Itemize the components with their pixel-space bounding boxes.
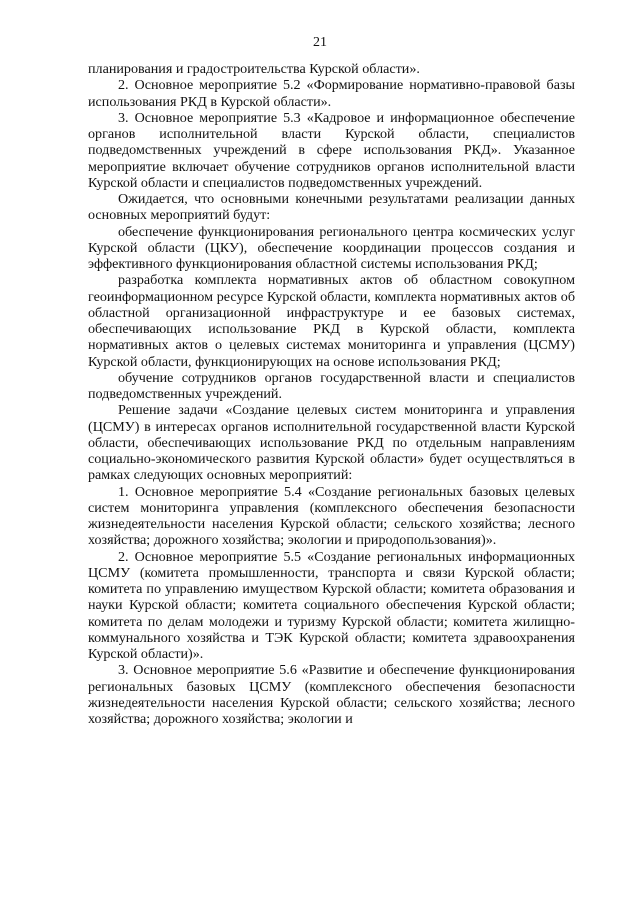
paragraph-result-cku: обеспечение функционирования регионального центра космических услуг Курской области (ЦКУ), обеспечение координации процессов создания и эффективного функционирования областной системы использования РКД; [88,223,575,272]
paragraph-measure-5-2: 2. Основное мероприятие 5.2 «Формирование нормативно-правовой базы использования РКД в Курской области». [88,77,575,110]
paragraph-task-csmu: Решение задачи «Создание целевых систем мониторинга и управления (ЦСМУ) в интересах органов исполнительной государственной власти Курской области, обеспечивающих использование РКД по отдельным направлениям социально-экономического развития Курской области» будет осуществляться в рамках следующих основных мероприятий: [88,402,575,484]
paragraph-measure-5-4: 1. Основное мероприятие 5.4 «Создание региональных базовых целевых систем мониторинга управления (комплексного обеспечения безопасности жизнедеятельности населения Курской области; сельского хозяйства; лесного хозяйства; дорожного хозяйства; экологии и природопользования)». [88,483,575,549]
page-number: 21 [313,35,327,50]
paragraph-measure-5-3: 3. Основное мероприятие 5.3 «Кадровое и информационное обеспечение органов исполнительной власти Курской области, специалистов подведомственных учреждений в сфере использования РКД». Указанное мероприятие включает обучение сотрудников органов исполнительной власти Курской области и специалистов подведомственных учреждений. [88,109,575,191]
paragraph-measure-5-5: 2. Основное мероприятие 5.5 «Создание региональных информационных ЦСМУ (комитета промышленности, транспорта и связи Курской области; комитета по управлению имуществом Курской области; комитета образования и науки Курской области; комитета социального обеспечения Курской области; комитета по делам молодежи и туризму Курской области; комитета жилищно-коммунального хозяйства и ТЭК Курской области; комитета здравоохранения Курской области)». [88,548,575,662]
paragraph-result-training: обучение сотрудников органов государственной власти и специалистов подведомственных учреждений. [88,369,575,402]
paragraph-continuation: планирования и градостроительства Курской области». [88,61,420,77]
paragraph-measure-5-6: 3. Основное мероприятие 5.6 «Развитие и обеспечение функционирования региональных базовых ЦСМУ (комплексного обеспечения безопасности жизнедеятельности населения Курской области; сельского хозяйства; лесного хозяйства; дорожного хозяйства; экологии и [88,662,575,727]
document-body [88,61,575,727]
paragraph-expected-results: Ожидается, что основными конечными результатами реализации данных основных мероприятий будут: [88,191,575,224]
paragraph-result-normative-acts: разработка комплекта нормативных актов об областном совокупном геоинформационном ресурсе Курской области, комплекта нормативных актов об областной организационной инфраструктуре и ее базовых системах, обеспечивающих использование РКД в Курской области, комплекта нормативных актов о целевых системах мониторинга и управления (ЦСМУ) Курской области, функционирующих на основе использования РКД; [88,272,575,370]
